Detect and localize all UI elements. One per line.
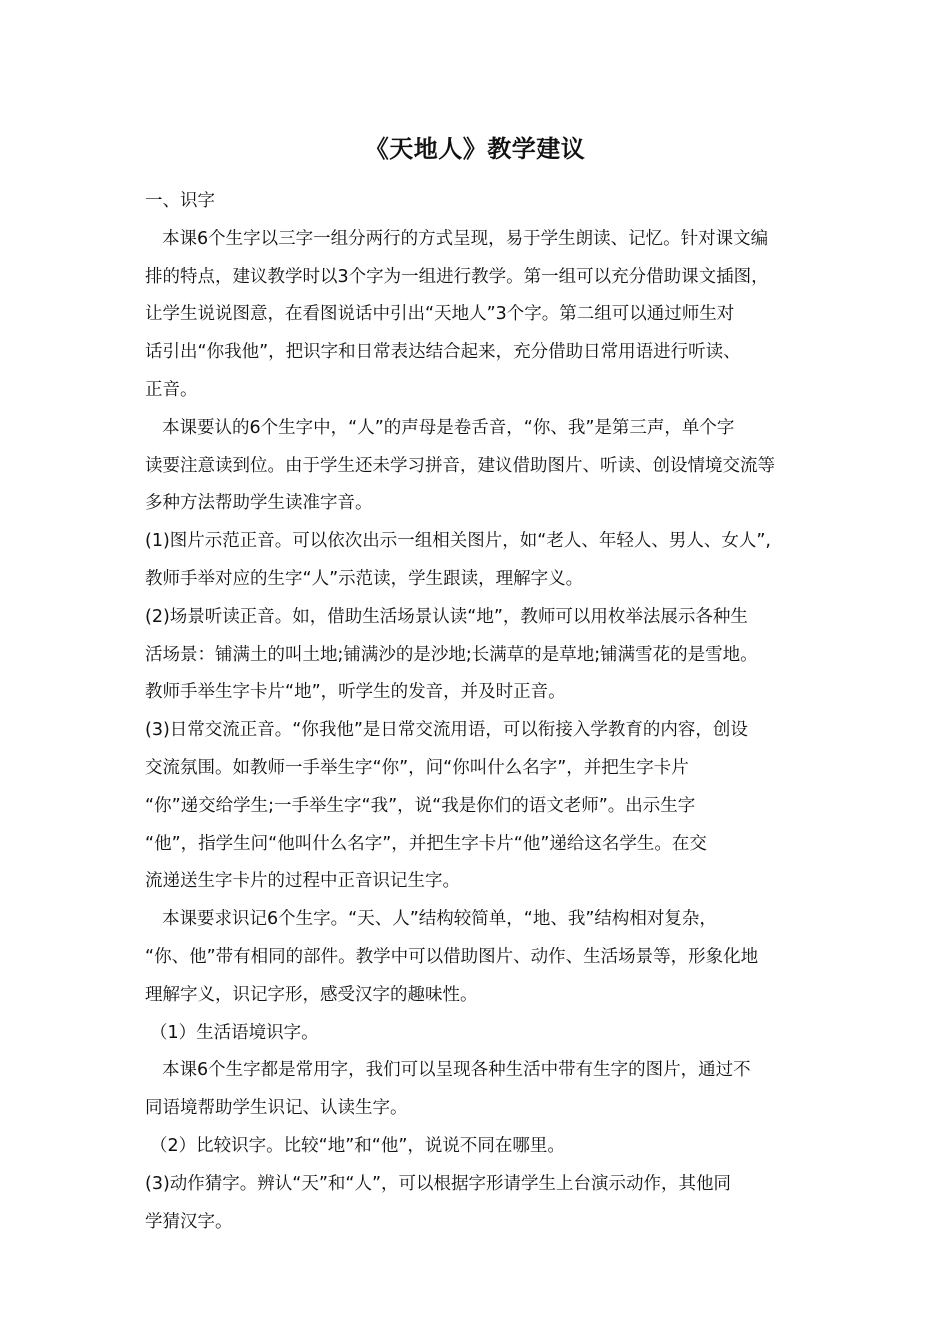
- paragraph-line: 读要注意读到位。由于学生还未学习拼音，建议借助图片、听读、创设情境交流等: [145, 455, 775, 476]
- list-item-line: 交流氛围。如教师一手举生字“你”，问“你叫什么名字”，并把生字卡片: [145, 757, 689, 778]
- list-item-line: 学猜汉字。: [145, 1211, 233, 1232]
- paragraph-line: “你、他”带有相同的部件。教学中可以借助图片、动作、生活场景等，形象化地: [145, 946, 759, 967]
- list-item-line: (2)场景听读正音。如，借助生活场景认读“地”，教师可以用枚举法展示各种生: [145, 606, 748, 627]
- list-item-line: （1）生活语境识字。: [150, 1022, 319, 1043]
- list-item-line: “他”，指学生问“他叫什么名字”，并把生字卡片“他”递给这名学生。在交: [145, 833, 707, 854]
- document-title: 《天地人》教学建议: [364, 135, 586, 163]
- paragraph-line: 正音。: [145, 379, 198, 400]
- paragraph-line: 本课6个生字都是常用字，我们可以呈现各种生活中带有生字的图片，通过不: [162, 1060, 751, 1081]
- paragraph-line: 多种方法帮助学生读准字音。: [145, 493, 373, 514]
- paragraph-line: 让学生说说图意，在看图说话中引出“天地人”3个字。第二组可以通过师生对: [145, 304, 735, 325]
- paragraph-line: 理解字义，识记字形，感受汉字的趣味性。: [145, 984, 478, 1005]
- paragraph-line: 话引出“你我他”，把识字和日常表达结合起来，充分借助日常用语进行听读、: [145, 342, 741, 363]
- list-item-line: 教师手举对应的生字“人”示范读，学生跟读，理解字义。: [145, 568, 584, 589]
- paragraph-line: 同语境帮助学生识记、认读生字。: [145, 1098, 408, 1119]
- document-body: [145, 183, 813, 1241]
- paragraph-line: 排的特点，建议教学时以3个字为一组进行教学。第一组可以充分借助课文插图，: [145, 266, 769, 287]
- section-heading-shizi: 一、识字: [145, 191, 215, 211]
- list-item-line: 流递送生字卡片的过程中正音识记生字。: [145, 871, 460, 892]
- list-item-line: （2）比较识字。比较“地”和“他”，说说不同在哪里。: [150, 1135, 565, 1156]
- paragraph-line: 本课要求识记6个生字。“天、人”结构较简单，“地、我”结构相对复杂，: [162, 909, 717, 930]
- list-item-line: (3)动作猜字。辨认“天”和“人”，可以根据字形请学生上台演示动作，其他同: [145, 1173, 732, 1194]
- list-item-line: 活场景：铺满土的叫土地;铺满沙的是沙地;长满草的是草地;铺满雪花的是雪地。: [145, 644, 758, 665]
- paragraph-line: 本课要认的6个生字中，“人”的声母是卷舌音，“你、我”是第三声，单个字: [162, 417, 735, 438]
- list-item-line: (1)图片示范正音。可以依次出示一组相关图片，如“老人、年轻人、男人、女人”,: [145, 531, 771, 552]
- list-item-line: (3)日常交流正音。“你我他”是日常交流用语，可以衔接入学教育的内容，创设: [145, 720, 748, 741]
- paragraph-line: 本课6个生字以三字一组分两行的方式呈现，易于学生朗读、记忆。针对课文编: [162, 228, 769, 249]
- list-item-line: “你”递交给学生;一手举生字“我”，说“我是你们的语文老师”。出示生字: [145, 795, 696, 816]
- list-item-line: 教师手举生字卡片“地”，听学生的发音，并及时正音。: [145, 682, 566, 703]
